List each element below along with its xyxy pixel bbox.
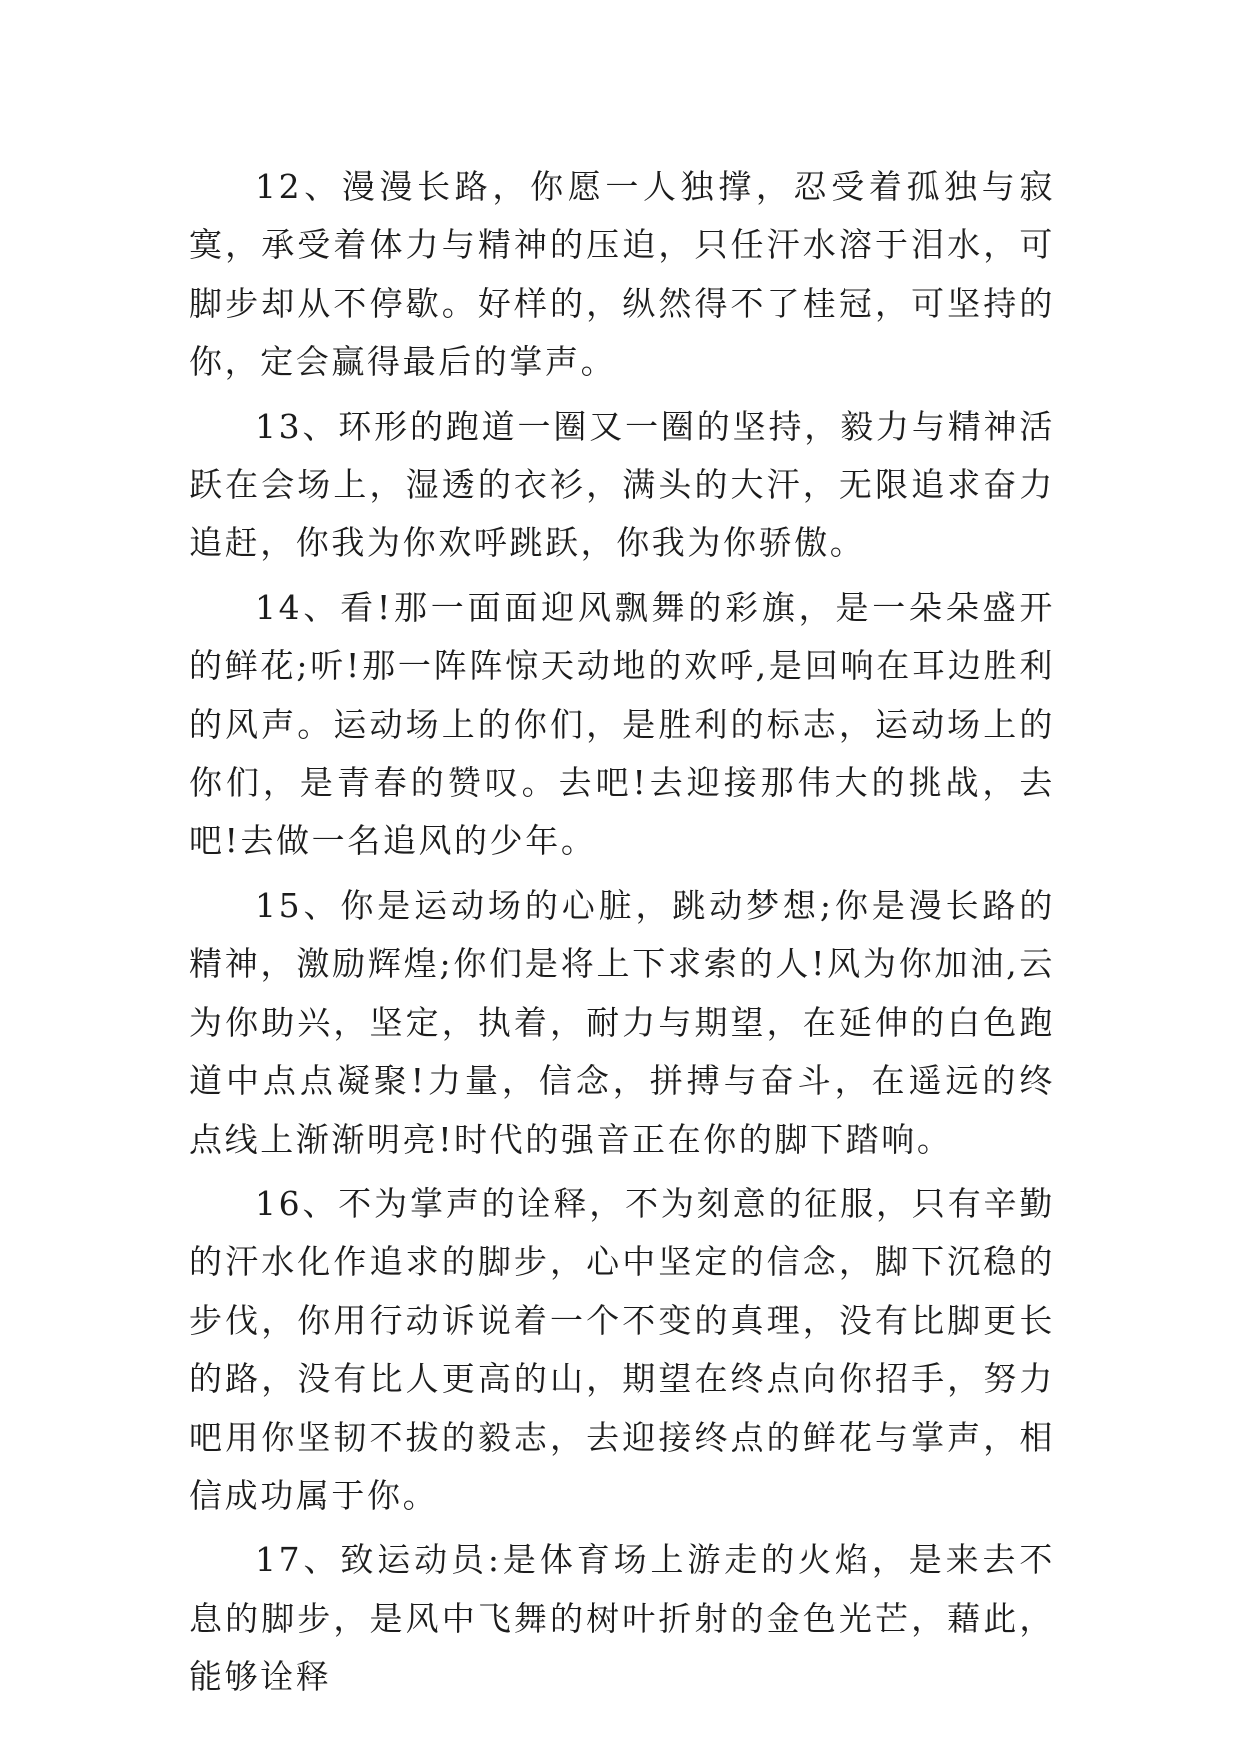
paragraph-15: 15、你是运动场的心脏，跳动梦想;你是漫长路的精神，激励辉煌;你们是将上下求索的人!风为你加油,云为你助兴，坚定，执着，耐力与期望，在延伸的白色跑道中点点凝聚!力量，信念，拼搏与奋斗，在遥远的终点线上渐渐明亮!时代的强音正在你的脚下踏响。 xyxy=(189,885,1055,1159)
paragraph-12: 12、漫漫长路，你愿一人独撑，忍受着孤独与寂寞，承受着体力与精神的压迫，只任汗水溶于泪水，可脚步却从不停歇。好样的，纵然得不了桂冠，可坚持的你，定会赢得最后的掌声。 xyxy=(189,167,1055,382)
paragraph-17: 17、致运动员:是体育场上游走的火焰，是来去不息的脚步，是风中飞舞的树叶折射的金色光芒，藉此，能够诠释 xyxy=(189,1540,1055,1697)
paragraph-13: 13、环形的跑道一圈又一圈的坚持，毅力与精神活跃在会场上，湿透的衣衫，满头的大汗，无限追求奋力追赶，你我为你欢呼跳跃，你我为你骄傲。 xyxy=(189,406,1055,563)
paragraph-16: 16、不为掌声的诠释，不为刻意的征服，只有辛勤的汗水化作追求的脚步，心中坚定的信念，脚下沉稳的步伐，你用行动诉说着一个不变的真理，没有比脚更长的路，没有比人更高的山，期望在终点向你招手，努力吧用你坚韧不拔的毅志，去迎接终点的鲜花与掌声，相信成功属于你。 xyxy=(189,1183,1055,1515)
document-body xyxy=(189,158,1055,1713)
paragraph-14: 14、看!那一面面迎风飘舞的彩旗，是一朵朵盛开的鲜花;听!那一阵阵惊天动地的欢呼,是回响在耳边胜利的风声。运动场上的你们，是胜利的标志，运动场上的你们，是青春的赞叹。去吧!去迎接那伟大的挑战，去吧!去做一名追风的少年。 xyxy=(189,587,1055,861)
